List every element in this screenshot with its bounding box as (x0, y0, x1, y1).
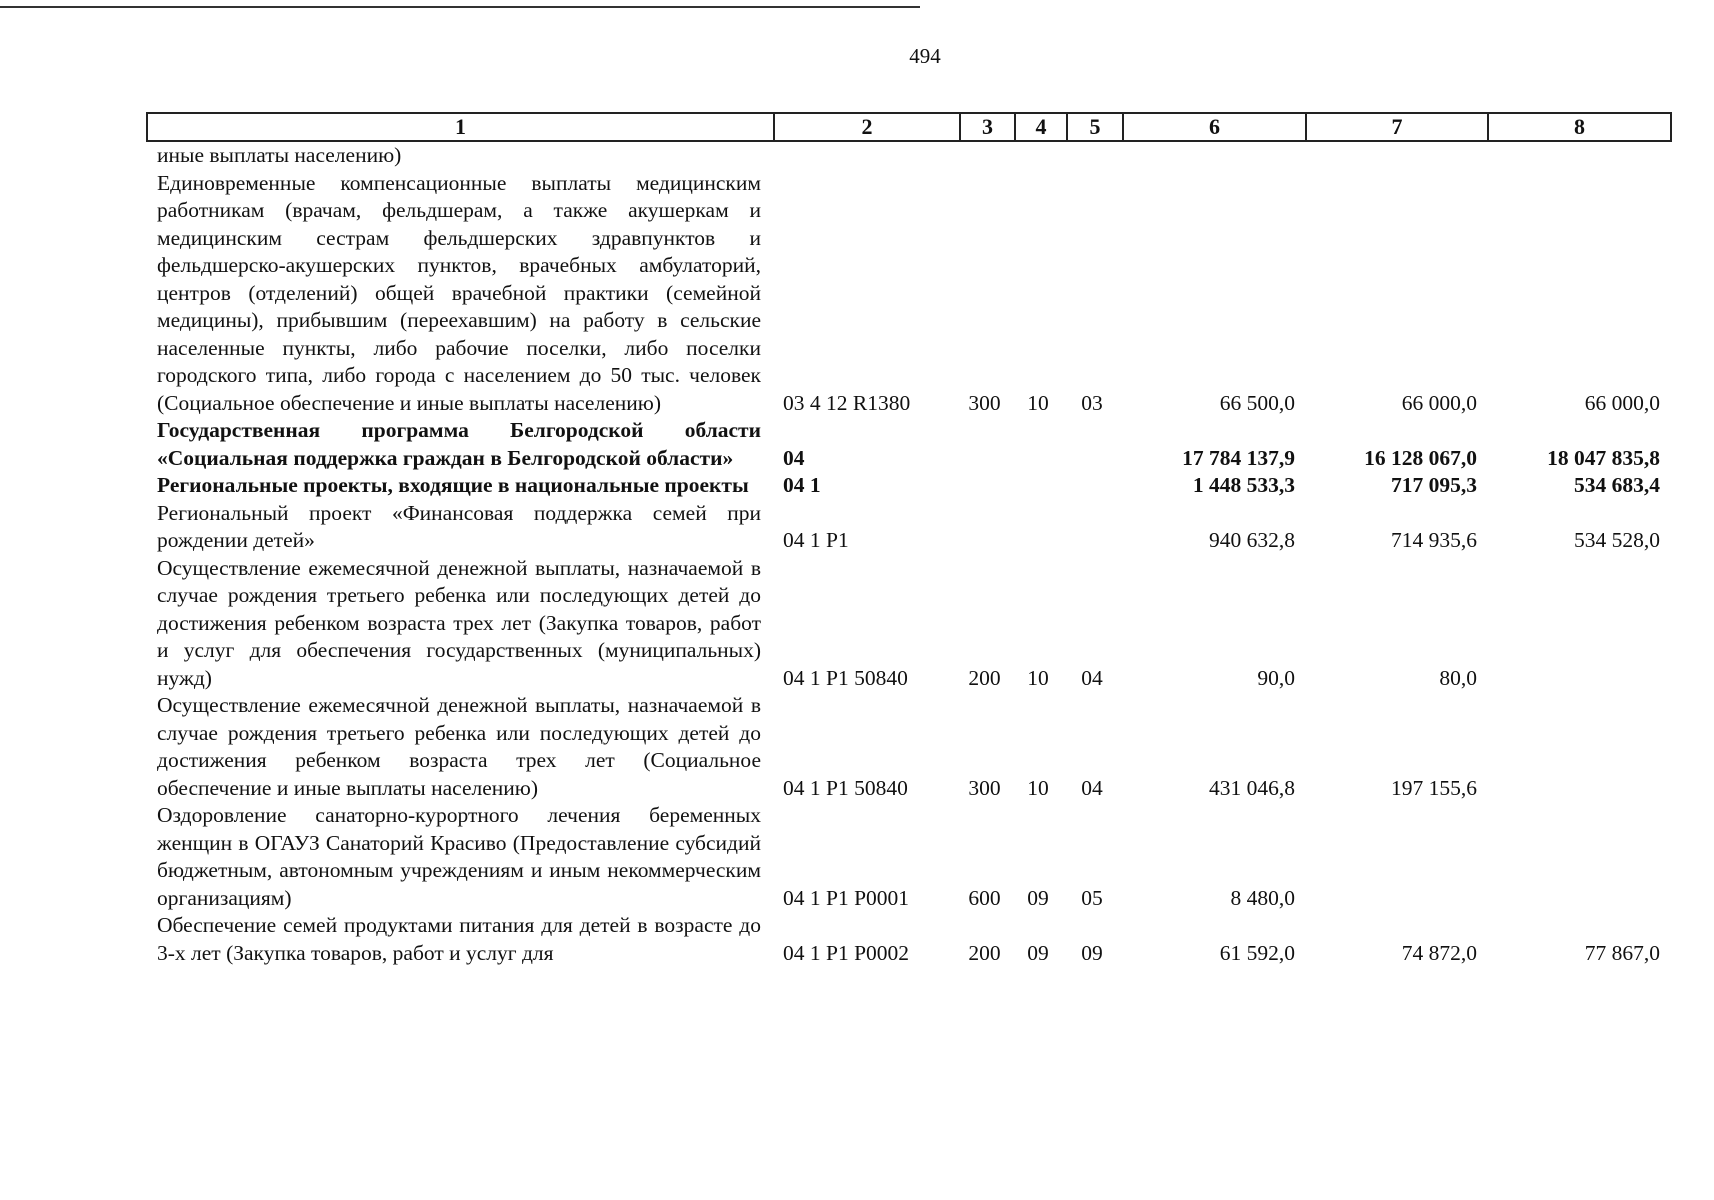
table-row (146, 170, 1672, 418)
row-col-3: 300 (968, 775, 1001, 800)
table-row (146, 142, 1672, 170)
header-col-3: 3 (959, 114, 1014, 140)
row-description: иные выплаты населению) (157, 143, 402, 167)
row-amount-col-6: 8 480,0 (1230, 885, 1295, 910)
row-amount-col-7: 197 155,6 (1391, 775, 1477, 800)
row-code: 04 (783, 445, 805, 470)
row-amount-col-6: 431 046,8 (1209, 775, 1295, 800)
table-row (146, 472, 1672, 500)
row-col-3: 300 (968, 390, 1001, 415)
table-row (146, 912, 1672, 967)
row-code: 04 1 P1 P0002 (783, 940, 910, 965)
row-code: 04 1 (783, 473, 821, 497)
row-amount-col-7: 80,0 (1439, 665, 1477, 690)
row-col-3: 600 (968, 885, 1001, 910)
header-col-7: 7 (1305, 114, 1487, 140)
row-description: Оздоровление санаторно-курортного лечения беременных женщин в ОГАУЗ Санаторий Красиво (Предоставление субсидий бюджетным, автономным учреждениям и иным некоммерческим организациям) (157, 803, 761, 910)
row-col-3: 200 (968, 665, 1001, 690)
row-col-5: 04 (1081, 665, 1103, 690)
row-amount-col-6: 61 592,0 (1219, 940, 1295, 965)
row-col-4: 09 (1027, 885, 1049, 910)
row-code: 03 4 12 R1380 (783, 390, 911, 415)
row-amount-col-8: 18 047 835,8 (1547, 445, 1660, 470)
table-row (146, 692, 1672, 802)
row-description: Региональные проекты, входящие в национальные проекты (157, 473, 749, 497)
row-description: Обеспечение семей продуктами питания для детей в возрасте до 3-х лет (Закупка товаров, работ и услуг для (157, 913, 761, 965)
row-description: Осуществление ежемесячной денежной выплаты, назначаемой в случае рождения третьего ребенка или последующих детей до достижения ребенком возраста трех лет (Закупка товаров, работ и услуг для обеспечения государственных (муниципальных) нужд) (157, 555, 761, 690)
row-col-5: 04 (1081, 775, 1103, 800)
row-amount-col-6: 66 500,0 (1219, 390, 1295, 415)
row-description: Осуществление ежемесячной денежной выплаты, назначаемой в случае рождения третьего ребенка или последующих детей до достижения ребенком возраста трех лет (Социальное обеспечение и иные выплаты населению) (157, 693, 761, 800)
row-description: Региональный проект «Финансовая поддержка семей при рождении детей» (157, 500, 761, 552)
table-row (146, 417, 1672, 472)
top-rule (0, 6, 920, 8)
table-row (146, 500, 1672, 555)
row-col-3: 200 (968, 940, 1001, 965)
table-row (146, 802, 1672, 912)
header-col-1: 1 (455, 114, 466, 139)
table-body (146, 142, 1672, 967)
row-code: 04 1 P1 P0001 (783, 885, 910, 910)
header-col-2: 2 (773, 114, 959, 140)
header-col-4: 4 (1014, 114, 1066, 140)
row-amount-col-6: 940 632,8 (1209, 528, 1295, 552)
header-col-6: 6 (1122, 114, 1305, 140)
row-amount-col-7: 714 935,6 (1391, 528, 1477, 552)
row-col-5: 03 (1081, 390, 1103, 415)
row-amount-col-7: 74 872,0 (1401, 940, 1477, 965)
row-amount-col-6: 1 448 533,3 (1192, 473, 1295, 497)
table-header (146, 112, 1672, 142)
row-code: 04 1 P1 (783, 528, 849, 552)
row-amount-col-6: 90,0 (1257, 665, 1295, 690)
row-col-4: 10 (1027, 665, 1049, 690)
row-col-4: 09 (1027, 940, 1049, 965)
row-amount-col-7: 66 000,0 (1401, 390, 1477, 415)
row-code: 04 1 P1 50840 (783, 665, 908, 690)
row-col-4: 10 (1027, 390, 1049, 415)
header-col-8: 8 (1487, 114, 1670, 140)
row-code: 04 1 P1 50840 (783, 775, 908, 800)
row-amount-col-8: 534 528,0 (1574, 528, 1660, 552)
row-amount-col-8: 77 867,0 (1584, 940, 1660, 965)
row-amount-col-6: 17 784 137,9 (1182, 445, 1295, 470)
row-col-5: 05 (1081, 885, 1103, 910)
row-amount-col-8: 534 683,4 (1574, 473, 1660, 497)
row-amount-col-7: 16 128 067,0 (1364, 445, 1477, 470)
header-col-5: 5 (1066, 114, 1122, 140)
row-col-5: 09 (1081, 940, 1103, 965)
row-col-4: 10 (1027, 775, 1049, 800)
budget-table (146, 112, 1672, 967)
table-row (146, 555, 1672, 693)
row-description: Единовременные компенсационные выплаты медицинским работникам (врачам, фельдшерам, а также акушеркам и медицинским сестрам фельдшерских здравпунктов и фельдшерско-акушерских пунктов, врачебных амбулаторий, центров (отделений) общей врачебной практики (семейной медицины), прибывшим (переехавшим) на работу в сельские населенные пункты, либо рабочие поселки, либо поселки городского типа, либо города с населением до 50 тыс. человек (Социальное обеспечение и иные выплаты населению) (157, 170, 761, 415)
row-amount-col-8: 66 000,0 (1584, 390, 1660, 415)
row-description: Государственная программа Белгородской области «Социальная поддержка граждан в Белгородской области» (157, 418, 761, 470)
page-number: 494 (909, 44, 941, 68)
row-amount-col-7: 717 095,3 (1391, 473, 1477, 497)
